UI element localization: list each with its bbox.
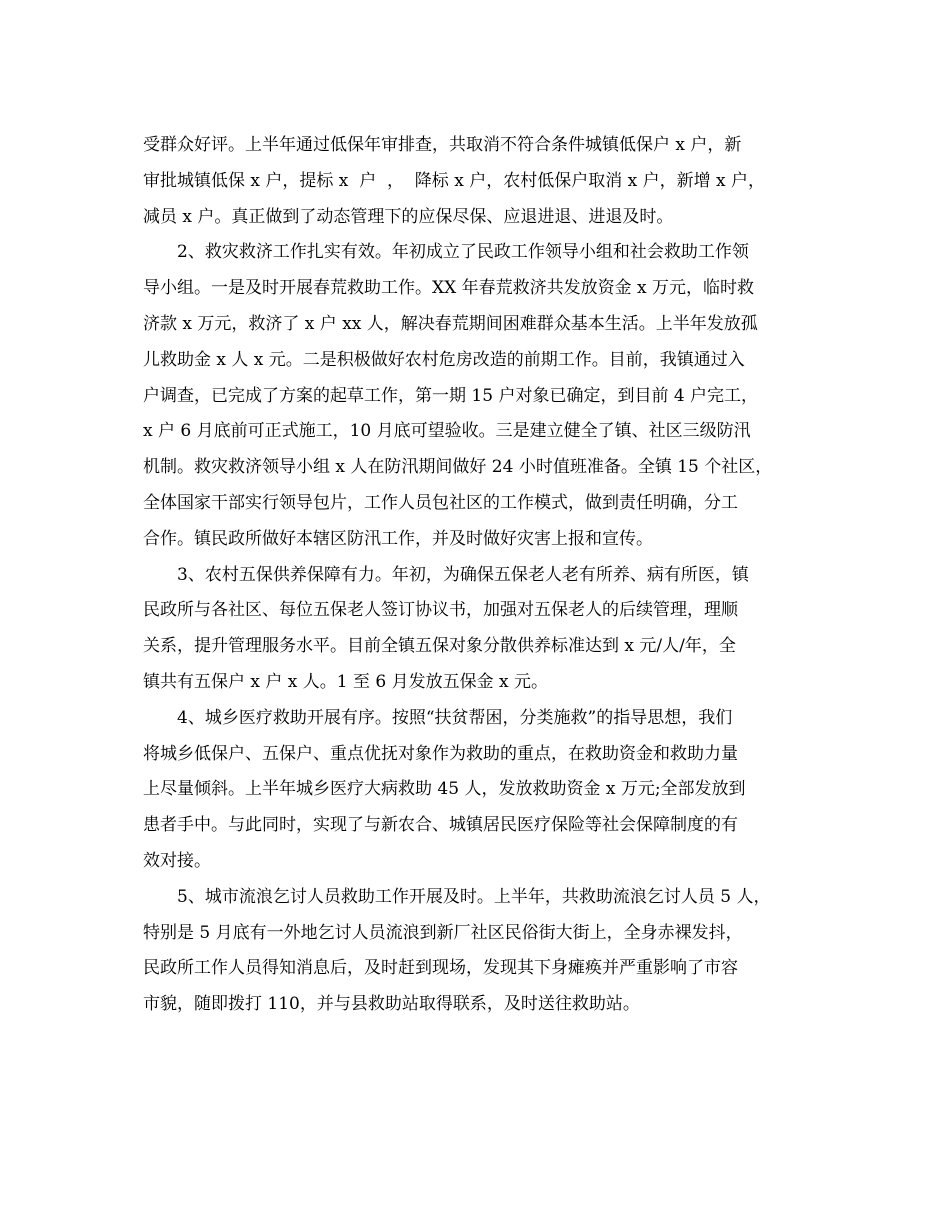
text-line: 将城乡低保户、五保户、重点优抚对象作为救助的重点，在救助资金和救助力量 xyxy=(143,743,738,764)
text-line: 2、救灾救济工作扎实有效。年初成立了民政工作领导小组和社会救助工作领 xyxy=(177,242,749,263)
text-line: 特别是 5 月底有一外地乞讨人员流浪到新厂社区民俗街大街上，全身赤裸发抖， xyxy=(143,922,743,943)
text-line: 受群众好评。上半年通过低保年审排查，共取消不符合条件城镇低保户 x 户，新 xyxy=(143,135,742,155)
document-page xyxy=(143,128,818,1023)
text-line: 导小组。一是及时开展春荒救助工作。XX 年春荒救济共发放资金 x 万元，临时救 xyxy=(143,278,755,299)
text-line: 审批城镇低保 x 户，提标 x 户 ， 降标 x 户，农村低保户取消 x 户，新增 x 户， xyxy=(143,170,765,191)
text-line: 民政所与各社区、每位五保老人签订协议书，加强对五保老人的后续管理，理顺 xyxy=(143,600,738,621)
text-line: 济款 x 万元，救济了 x 户 xx 人，解决春荒期间困难群众基本生活。上半年发放孤 xyxy=(143,313,758,334)
text-line: 关系，提升管理服务水平。目前全镇五保对象分散供养标准达到 x 元/人/年，全 xyxy=(143,636,736,657)
text-line: 合作。镇民政所做好本辖区防汛工作，并及时做好灾害上报和宣传。 xyxy=(143,528,653,549)
text-line: 儿救助金 x 人 x 元。二是积极做好农村危房改造的前期工作。目前，我镇通过入 xyxy=(143,349,745,370)
text-line: 效对接。 xyxy=(143,850,211,871)
text-line: 患者手中。与此同时，实现了与新农合、城镇居民医疗保险等社会保障制度的有 xyxy=(143,815,738,836)
text-line: 4、城乡医疗救助开展有序。按照“扶贫帮困，分类施救”的指导思想，我们 xyxy=(177,707,733,728)
text-line: 民政所工作人员得知消息后，及时赶到现场，发现其下身瘫痪并严重影响了市容 xyxy=(143,958,738,979)
text-line: x 户 6 月底前可正式施工，10 月底可望验收。三是建立健全了镇、社区三级防汛 xyxy=(143,421,751,442)
text-line: 全体国家干部实行领导包片，工作人员包社区的工作模式，做到责任明确，分工 xyxy=(143,492,738,513)
text-line: 3、农村五保供养保障有力。年初，为确保五保老人老有所养、病有所医，镇 xyxy=(177,564,749,585)
text-line: 户调查，已完成了方案的起草工作，第一期 15 户对象已确定，到目前 4 户完工， xyxy=(143,385,759,406)
text-line: 机制。救灾救济领导小组 x 人在防汛期间做好 24 小时值班准备。全镇 15 个社区， xyxy=(143,457,773,478)
text-line: 镇共有五保户 x 户 x 人。1 至 6 月发放五保金 x 元。 xyxy=(143,671,549,692)
text-line: 上尽量倾斜。上半年城乡医疗大病救助 45 人，发放救助资金 x 万元;全部发放到 xyxy=(143,779,746,800)
text-line: 市貌，随即拨打 110，并与县救助站取得联系，及时送往救助站。 xyxy=(143,994,640,1015)
text-line: 5、城市流浪乞讨人员救助工作开展及时。上半年，共救助流浪乞讨人员 5 人， xyxy=(177,886,771,907)
text-line: 减员 x 户。真正做到了动态管理下的应保尽保、应退进退、进退及时。 xyxy=(143,206,674,227)
